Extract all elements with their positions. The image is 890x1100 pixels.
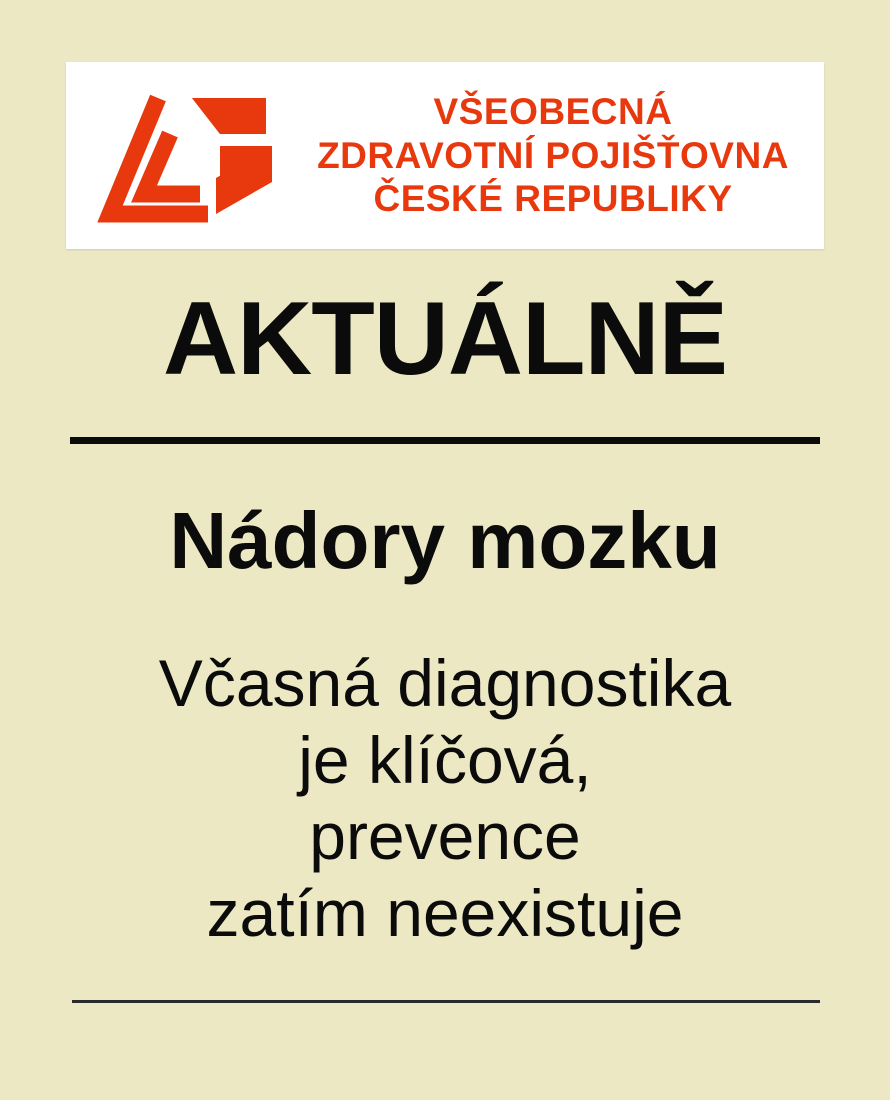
logo-line-2: ZDRAVOTNÍ POJIŠŤOVNA	[317, 134, 789, 176]
body-line-4: zatím neexistuje	[206, 875, 684, 950]
logo-line-3: ČESKÉ REPUBLIKY	[373, 178, 733, 220]
subject-title: Nádory mozku	[169, 496, 721, 585]
vzp-triangle-logo-icon	[94, 81, 284, 231]
body-line-1: Včasná diagnostika	[158, 646, 732, 720]
body-line-3: prevence	[309, 799, 581, 874]
logo-wordmark	[284, 90, 824, 221]
logo-line-1: VŠEOBECNÁ	[433, 91, 673, 133]
divider-top	[70, 437, 820, 444]
body-line-2: je klíčová,	[298, 722, 592, 797]
body-text	[0, 645, 890, 951]
page-title: AKTUÁLNĚ	[163, 281, 727, 397]
logo-band	[66, 62, 824, 249]
divider-bottom	[72, 1000, 820, 1003]
